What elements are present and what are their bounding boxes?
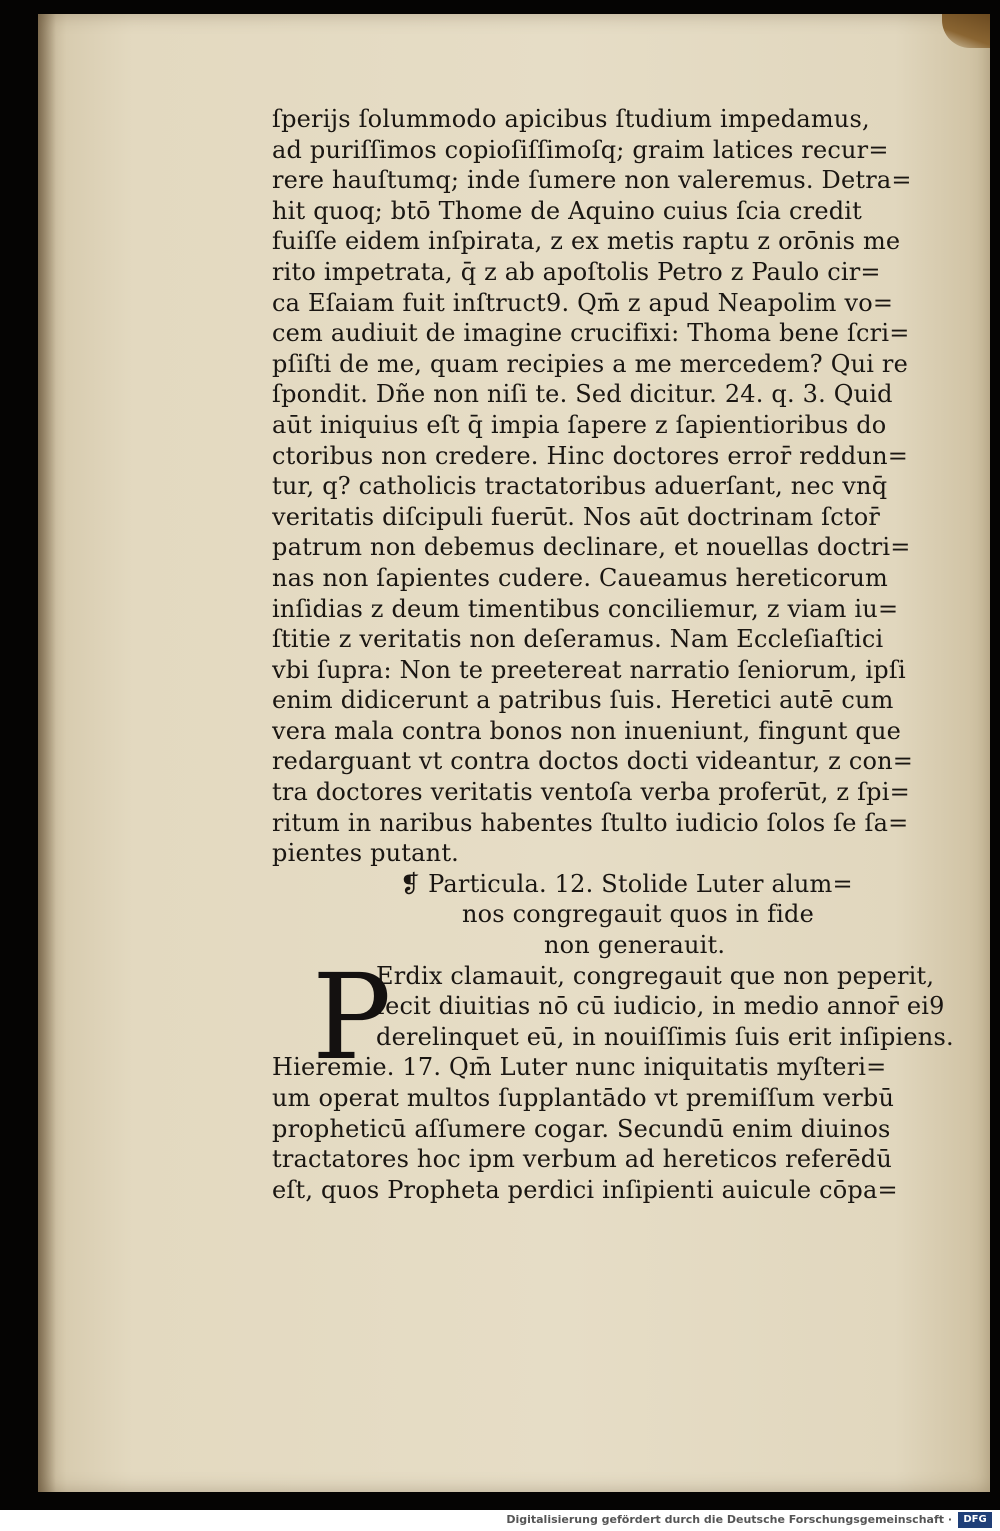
drop-cap-initial: P	[312, 947, 392, 1086]
text-line: pientes putant.	[272, 839, 459, 868]
text-line: derelinquet eū, in nouiſſimis ſuis erit inſipiens.	[376, 1022, 954, 1051]
text-line: aūt iniquius eſt q̄ impia ſapere z ſapientioribus do	[272, 410, 887, 439]
funding-credit: Digitalisierung gefördert durch die Deutsche Forschungsgemeinschaft ·	[506, 1513, 952, 1526]
text-line: tra doctores veritatis ventoſa verba proferūt, z ſpi=	[272, 778, 910, 807]
page-corner-tab	[942, 14, 990, 48]
text-line: cem audiuit de imagine crucifixi: Thoma bene ſcri=	[272, 319, 910, 348]
text-line: ſperijs ſolummodo apicibus ſtudium impedamus,	[272, 105, 870, 133]
text-line: propheticū aſſumere cogar. Secundū enim diuinos	[272, 1114, 891, 1143]
heading-line: ❡ Particula. 12. Stolide Luter alum=	[400, 869, 853, 898]
text-line: nas non ſapientes cudere. Caueamus hereticorum	[272, 563, 889, 592]
body-paragraph	[272, 104, 992, 869]
dfg-logo: DFG	[958, 1512, 992, 1528]
text-line: redarguant vt contra doctos docti videantur, z con=	[272, 747, 914, 776]
text-line: tractatores hoc ipm verbum ad hereticos referēdū	[272, 1145, 893, 1174]
section-heading	[272, 869, 992, 961]
text-line: rere hauſtumq; inde ſumere non valeremus. Detra=	[272, 166, 912, 195]
text-line: ritum in naribus habentes ſtulto iudicio ſolos ſe ſa=	[272, 808, 909, 837]
text-line: enim didicerunt a patribus ſuis. Heretici autē cum	[272, 686, 894, 715]
text-line: eſt, quos Propheta perdici inſipienti auicule cōpa=	[272, 1175, 898, 1204]
page-text-block	[272, 104, 992, 1205]
text-line: ſtitie z veritatis non deſeramus. Nam Eccleſiaſtici	[272, 625, 884, 654]
text-line: um operat multos ſupplantādo vt premiſſum verbū	[272, 1084, 895, 1112]
text-line: Erdix clamauit, congregauit que non peperit,	[376, 961, 935, 990]
text-line: rito impetrata, q̄ z ab apoſtolis Petro z Paulo cir=	[272, 257, 881, 286]
text-line: pſiſti de me, quam recipies a me mercedem? Qui re	[272, 349, 909, 378]
text-line: ſpondit. Dñe non niſi te. Sed dicitur. 24. q. 3. Quid	[272, 380, 893, 409]
text-line: Hieremie. 17. Qm̄ Luter nunc iniquitatis myſteri=	[272, 1053, 887, 1082]
text-line: tur, q? catholicis tractatoribus aduerſant, nec vnq̄	[272, 472, 888, 501]
text-line: vbi ſupra: Non te preetereat narratio ſeniorum, ipſi	[272, 655, 906, 684]
text-line: ca Eſaiam fuit inſtruct9. Qm̄ z apud Neapolim vo=	[272, 288, 894, 317]
text-line: ad puriſſimos copioſiſſimoſq; graim latices recur=	[272, 135, 889, 164]
text-line: fuiſſe eidem inſpirata, z ex metis raptu z orōnis me	[272, 227, 901, 256]
text-line: patrum non debemus declinare, et nouellas doctri=	[272, 533, 911, 562]
text-line: veritatis diſcipuli fuerūt. Nos aūt doctrinam ſctor̄	[272, 502, 881, 531]
text-line: inſidias z deum timentibus conciliemur, z viam iu=	[272, 594, 899, 623]
heading-line: non generauit.	[544, 931, 726, 960]
text-line: hit quoq; btō Thome de Aquino cuius ſcia credit	[272, 196, 863, 225]
text-line: ctoribus non credere. Hinc doctores error̄ reddun=	[272, 441, 909, 470]
footer-bar	[0, 1510, 1000, 1531]
body-paragraph	[272, 947, 992, 1206]
heading-line: nos congregauit quos in fide	[462, 900, 815, 929]
text-line: vera mala contra bonos non inueniunt, fingunt que	[272, 716, 902, 745]
text-line: fecit diuitias nō cū iudicio, in medio annor̄ ei9	[376, 992, 945, 1021]
